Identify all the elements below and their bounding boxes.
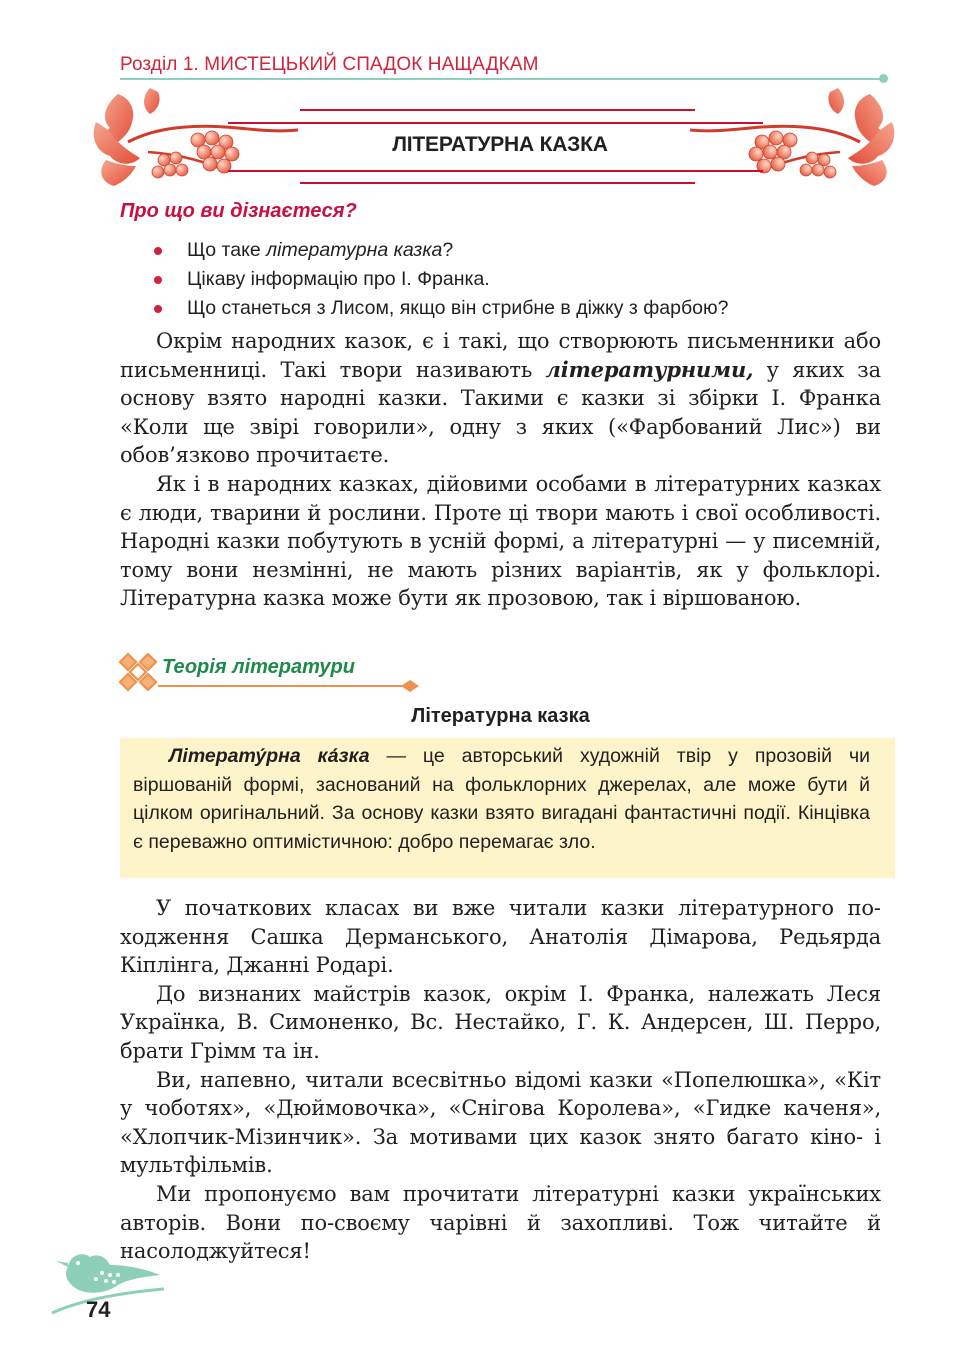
definition-box <box>120 738 895 878</box>
definition-text: Літерату́рна ка́зка — це авторський художній твір у прозовій чи віршованій формі, заснований на фольклорних джерелах, але може бути й цілком оригінальний. За основу казки взято вигадані фантастичні події. Кінцівка є переважно оптимістичною: добро перемагає зло. <box>133 745 871 853</box>
page-title: ЛІТЕРАТУРНА КАЗКА <box>392 133 608 156</box>
paragraph: Ви, напевно, читали всесвітньо відомі казки «Попелюшка», «Кіт у чоботях», «Дюймовочка», «Снігова Королева», «Гидке каченя», «Хлопчик-Мізинчик». За мотивами цих казок знято багато кіно- і мультфільмів. <box>120 1067 881 1178</box>
section-header-text: Розділ 1. МИСТЕЦЬКИЙ СПАДОК НАЩАДКАМ <box>120 54 539 75</box>
title-rule-bottom <box>300 182 695 184</box>
paragraph: Як і в народних казках, дійовими особами в літературних казках є люди, тварини й рослини. Проте ці твори мають і свої особливості. Народні казки побутують в усній формі, а літературні — у писемній, тому вони незмінні, не мають різних варіантів, як у фольклорі. Літературна казка може бути як прозовою, так і віршованою. <box>120 471 881 611</box>
viburnum-ornament-icon <box>690 82 900 190</box>
definition-term: Літерату́рна ка́зка <box>169 745 370 767</box>
theory-label <box>118 652 428 692</box>
paragraph: До визнаних майстрів казок, окрім І. Франка, належать Леся Українка, В. Симоненко, Вс. Нестайко, Г. К. Андерсен, Ш. Перро, брати Грімм та ін. <box>120 981 881 1063</box>
list-item: Що станеться з Лисом, якщо він стрибне в діжку з фарбою? <box>150 294 728 323</box>
paragraph: Ми пропонуємо вам прочитати літературні казки українських авторів. Вони по-своєму чарівні й захопливі. Тож читайте й насолоджуйтеся! <box>120 1181 881 1264</box>
bullet-icon <box>154 276 162 284</box>
list-item: Цікаву інформацію про І. Франка. <box>150 265 728 294</box>
theory-label-text: Теорія літератури <box>162 656 355 678</box>
learn-list <box>150 236 728 323</box>
learn-question: Про що ви дізнаєтеся? <box>120 200 357 222</box>
section-header <box>120 54 539 76</box>
section-header-rule <box>120 78 882 80</box>
body-text <box>120 894 881 1266</box>
paragraph: У початкових класах ви вже читали казки літературного походження Сашка Дерманського, Анатолія Дімарова, Редьярда Кіплінга, Джанні Родарі. <box>120 896 881 978</box>
viburnum-ornament-icon <box>88 82 298 190</box>
title-rule-upper <box>228 122 763 124</box>
bullet-icon <box>154 247 162 255</box>
bullet-icon <box>154 305 162 313</box>
page-number: 74 <box>86 1297 111 1322</box>
paragraph: Окрім народних казок, є і такі, що створюють письменники або письменниці. Такі твори називають літературними, у яких за основу взято народні казки. Такими є казки зі збірки І. Франка «Коли ще звірі говорили», одну з яких («Фарбований Лис») ви обов’язково прочитаєте. <box>120 329 881 468</box>
list-item: Що таке літературна казка? <box>150 236 728 265</box>
title-rule-top <box>300 109 695 111</box>
title-rule-lower <box>228 170 763 172</box>
term-heading: Літературна казка <box>411 705 590 727</box>
intro-text <box>120 327 881 613</box>
